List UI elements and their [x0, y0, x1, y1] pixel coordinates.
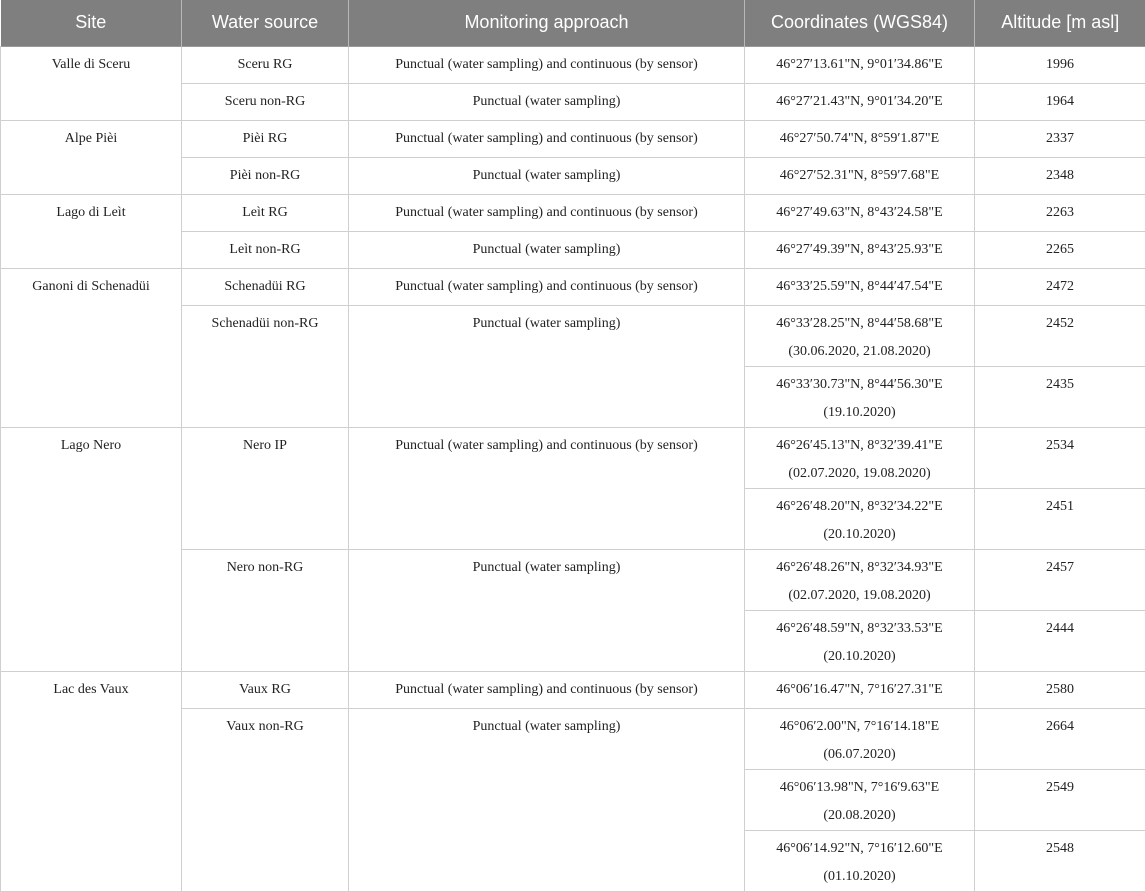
altitude-cell: 2580: [975, 671, 1145, 708]
water-source-cell: Leìt RG: [182, 194, 349, 231]
coordinates-cell: [745, 708, 975, 769]
altitude-cell: 2263: [975, 194, 1145, 231]
coordinates-cell: [745, 769, 975, 830]
water-source-cell: Sceru non-RG: [182, 83, 349, 120]
table-row: [1, 120, 1145, 157]
coordinate-dates: (06.07.2020): [823, 747, 895, 762]
coordinate-value: 46°26′48.59"N, 8°32′33.53"E: [776, 621, 942, 636]
altitude-cell: 1996: [975, 46, 1145, 83]
water-source-cell: Vaux RG: [182, 671, 349, 708]
altitude-cell: 2348: [975, 157, 1145, 194]
coordinates-cell: [745, 488, 975, 549]
approach-cell: Punctual (water sampling): [349, 157, 745, 194]
water-source-cell: Schenadüi non-RG: [182, 305, 349, 427]
coordinate-value: 46°33′28.25"N, 8°44′58.68"E: [776, 316, 942, 331]
coordinates-cell: [745, 830, 975, 891]
coordinates-cell: [745, 427, 975, 488]
coordinate-dates: (01.10.2020): [823, 869, 895, 884]
header-water-source: Water source: [182, 0, 349, 46]
water-source-cell: Nero non-RG: [182, 549, 349, 671]
header-site: Site: [1, 0, 182, 46]
table-header-row: [1, 0, 1145, 46]
table-row: [1, 194, 1145, 231]
approach-cell: Punctual (water sampling): [349, 708, 745, 891]
water-source-cell: Sceru RG: [182, 46, 349, 83]
water-source-cell: Pièi non-RG: [182, 157, 349, 194]
header-coordinates: Coordinates (WGS84): [745, 0, 975, 46]
altitude-cell: 1964: [975, 83, 1145, 120]
header-altitude: Altitude [m asl]: [975, 0, 1145, 46]
altitude-cell: 2452: [975, 305, 1145, 366]
coordinate-dates: (02.07.2020, 19.08.2020): [788, 588, 930, 603]
approach-cell: Punctual (water sampling) and continuous (by sensor): [349, 194, 745, 231]
approach-cell: Punctual (water sampling): [349, 83, 745, 120]
altitude-cell: 2548: [975, 830, 1145, 891]
coordinate-value: 46°26′48.26"N, 8°32′34.93"E: [776, 560, 942, 575]
water-source-cell: Nero IP: [182, 427, 349, 549]
coordinate-dates: (19.10.2020): [823, 405, 895, 420]
coordinates-cell: 46°27′13.61"N, 9°01′34.86"E: [745, 46, 975, 83]
coordinates-cell: 46°27′21.43"N, 9°01′34.20"E: [745, 83, 975, 120]
coordinate-value: 46°06′14.92"N, 7°16′12.60"E: [776, 841, 942, 856]
coordinates-cell: [745, 610, 975, 671]
coordinate-value: 46°06′13.98"N, 7°16′9.63"E: [780, 780, 939, 795]
water-source-cell: Schenadüi RG: [182, 268, 349, 305]
site-cell: Lago Nero: [1, 427, 182, 671]
coordinate-dates: (20.10.2020): [823, 527, 895, 542]
site-cell: Ganoni di Schenadüi: [1, 268, 182, 427]
table-row: [1, 427, 1145, 488]
coordinates-cell: 46°27′52.31"N, 8°59′7.68"E: [745, 157, 975, 194]
altitude-cell: 2664: [975, 708, 1145, 769]
coordinates-cell: 46°27′50.74"N, 8°59′1.87"E: [745, 120, 975, 157]
approach-cell: Punctual (water sampling) and continuous (by sensor): [349, 268, 745, 305]
coordinate-dates: (20.08.2020): [823, 808, 895, 823]
site-cell: Lago di Leìt: [1, 194, 182, 268]
altitude-cell: 2549: [975, 769, 1145, 830]
table-row: [1, 46, 1145, 83]
altitude-cell: 2457: [975, 549, 1145, 610]
coordinates-cell: 46°06′16.47"N, 7°16′27.31"E: [745, 671, 975, 708]
altitude-cell: 2472: [975, 268, 1145, 305]
site-cell: Valle di Sceru: [1, 46, 182, 120]
approach-cell: Punctual (water sampling): [349, 305, 745, 427]
coordinate-value: 46°06′2.00"N, 7°16′14.18"E: [780, 719, 939, 734]
approach-cell: Punctual (water sampling): [349, 549, 745, 671]
water-source-cell: Leìt non-RG: [182, 231, 349, 268]
approach-cell: Punctual (water sampling) and continuous (by sensor): [349, 46, 745, 83]
altitude-cell: 2265: [975, 231, 1145, 268]
coordinate-dates: (02.07.2020, 19.08.2020): [788, 466, 930, 481]
site-cell: Alpe Pièi: [1, 120, 182, 194]
approach-cell: Punctual (water sampling) and continuous (by sensor): [349, 427, 745, 549]
coordinates-cell: 46°33′25.59"N, 8°44′47.54"E: [745, 268, 975, 305]
water-source-cell: Pièi RG: [182, 120, 349, 157]
coordinates-cell: [745, 366, 975, 427]
altitude-cell: 2435: [975, 366, 1145, 427]
header-monitoring-approach: Monitoring approach: [349, 0, 745, 46]
coordinates-cell: 46°27′49.63"N, 8°43′24.58"E: [745, 194, 975, 231]
coordinates-cell: [745, 549, 975, 610]
approach-cell: Punctual (water sampling) and continuous (by sensor): [349, 120, 745, 157]
coordinate-value: 46°33′30.73"N, 8°44′56.30"E: [776, 377, 942, 392]
site-cell: Lac des Vaux: [1, 671, 182, 891]
altitude-cell: 2451: [975, 488, 1145, 549]
coordinate-dates: (20.10.2020): [823, 649, 895, 664]
coordinates-cell: [745, 305, 975, 366]
coordinate-value: 46°26′48.20"N, 8°32′34.22"E: [776, 499, 942, 514]
table-row: [1, 671, 1145, 708]
approach-cell: Punctual (water sampling): [349, 231, 745, 268]
coordinate-dates: (30.06.2020, 21.08.2020): [788, 344, 930, 359]
approach-cell: Punctual (water sampling) and continuous (by sensor): [349, 671, 745, 708]
water-source-cell: Vaux non-RG: [182, 708, 349, 891]
coordinates-cell: 46°27′49.39"N, 8°43′25.93"E: [745, 231, 975, 268]
altitude-cell: 2337: [975, 120, 1145, 157]
altitude-cell: 2444: [975, 610, 1145, 671]
altitude-cell: 2534: [975, 427, 1145, 488]
table-row: [1, 268, 1145, 305]
coordinate-value: 46°26′45.13"N, 8°32′39.41"E: [776, 438, 942, 453]
